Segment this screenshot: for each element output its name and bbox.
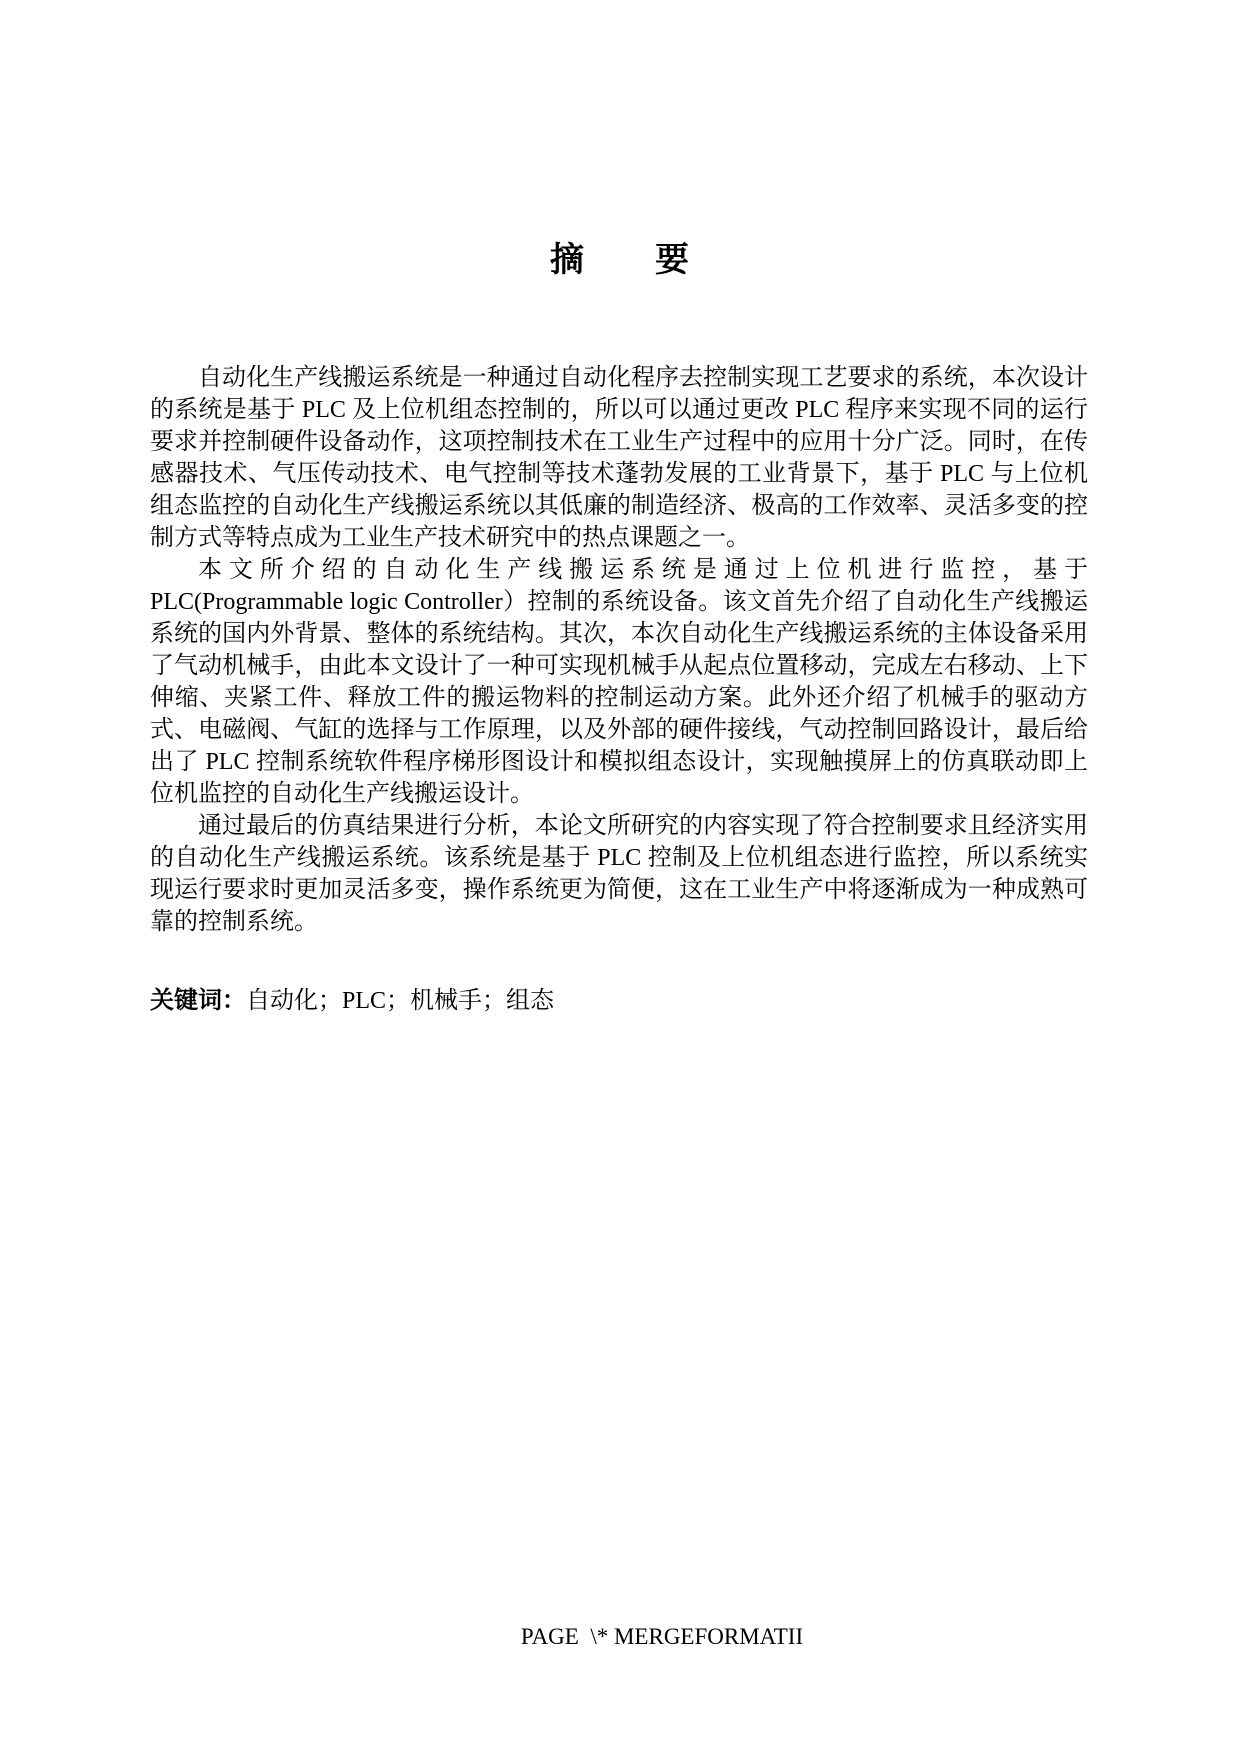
abstract-paragraph-1: 自动化生产线搬运系统是一种通过自动化程序去控制实现工艺要求的系统，本次设计的系统是基于 PLC 及上位机组态控制的，所以可以通过更改 PLC 程序来实现不同的运行要求并控制硬件设备动作，这项控制技术在工业生产过程中的应用十分广泛。同时，在传感器技术、气压传动技术、电气控制等技术蓬勃发展的工业背景下，基于 PLC 与上位机组态监控的自动化生产线搬运系统以其低廉的制造经济、极高的工作效率、灵活多变的控制方式等特点成为工业生产技术研究中的热点课题之一。 [150,365,1088,551]
page-footer-field: PAGE \* MERGEFORMATII [520,1624,804,1649]
keywords-value: 自动化；PLC；机械手；组态 [246,988,555,1014]
abstract-body [150,362,1088,938]
abstract-paragraph-3: 通过最后的仿真结果进行分析，本论文所研究的内容实现了符合控制要求且经济实用的自动化生产线搬运系统。该系统是基于 PLC 控制及上位机组态进行监控，所以系统实现运行要求时更加灵活多变，操作系统更为简便，这在工业生产中将逐渐成为一种成熟可靠的控制系统。 [150,813,1088,935]
keywords-line [150,985,1088,1017]
keywords-label: 关键词： [150,987,246,1014]
page-title: 摘 要 [550,242,690,279]
abstract-paragraph-2: 本文所介绍的自动化生产线搬运系统是通过上位机进行监控，基于 PLC(Programmable logic Controller）控制的系统设备。该文首先介绍了自动化生产线搬运系统的国内外背景、整体的系统结构。其次，本次自动化生产线搬运系统的主体设备采用了气动机械手，由此本文设计了一种可实现机械手从起点位置移动，完成左右移动、上下伸缩、夹紧工件、释放工件的搬运物料的控制运动方案。此外还介绍了机械手的驱动方式、电磁阀、气缸的选择与工作原理，以及外部的硬件接线，气动控制回路设计，最后给出了 PLC 控制系统软件程序梯形图设计和模拟组态设计，实现触摸屏上的仿真联动即上位机监控的自动化生产线搬运设计。 [150,557,1088,807]
